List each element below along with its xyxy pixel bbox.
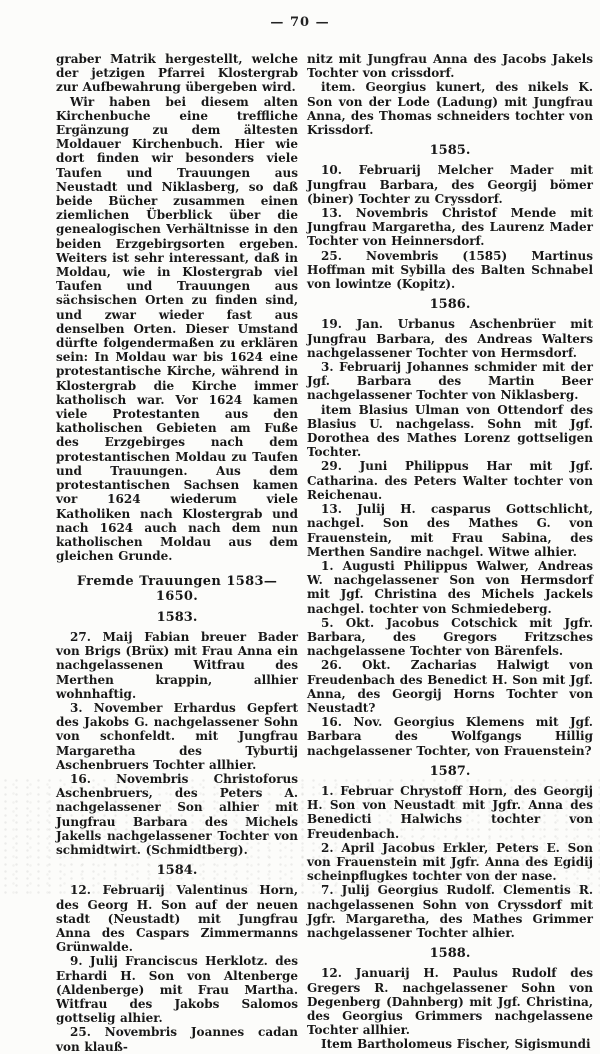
paragraph-continuation: nitz mit Jungfrau Anna des Jacobs Jakels Tochter von crissdorf. [307,52,593,81]
marriage-entry: 16. Nov. Georgius Klemens mit Jgf. Barbara des Wolfgangs Hillig nachgelassener Tochter, von Frauenstein? [307,715,593,758]
marriage-entry: 25. Novembris Joannes cadan von klauß- [56,1025,298,1054]
left-column [56,52,298,1054]
year-heading: 1583. [156,609,198,625]
year-heading: 1587. [429,763,471,779]
marriage-entry: 1. Augusti Philippus Walwer, Andreas W. nachgelassener Son von Hermsdorf mit Jgf. Christina des Michels Jackels nachgel. tochter von Schmiedeberg. [307,558,593,616]
year-heading: 1585. [429,143,471,159]
marriage-entry: 5. Okt. Jacobus Cotschick mit Jgfr. Barbara, des Gregors Fritzsches nachgelassene Tochter von Bärenfels. [307,615,593,659]
text-columns [0,30,600,1054]
marriage-entry: 29. Juni Philippus Har mit Jgf. Catharina. des Peters Walter tochter von Reichenau. [307,459,593,502]
marriage-entry: item. Georgius kunert, des nikels K. Son von der Lode (Ladung) mit Jungfrau Anna, des Thomas schneiders tochter von Krissdorf. [307,80,593,138]
marriage-entry: 2. April Jacobus Erkler, Peters E. Son von Frauenstein mit Jgfr. Anna des Egidij scheinpflugkes tochter von der nase. [307,840,593,884]
year-heading: 1586. [429,297,471,313]
marriage-entry: Item Bartholomeus Fischer, Sigismundi [321,1037,591,1052]
marriage-entry: 16. Novembris Christoforus Aschenbruers, des Peters A. nachgelassener Son alhier mit Jungfrau Barbara des Michels Jakells nachgelassener Tochter von schmidtwirt. (Schmidtberg). [56,771,298,857]
marriage-entry: 3. November Erhardus Gepfert des Jakobs G. nachgelassener Sohn von schonfeldt. mit Jungfrau Margaretha des Tyburtij Aschenbruers Tochter allhier. [56,700,298,772]
right-column [307,52,593,1054]
marriage-entry: 1. Februar Chrystoff Horn, des Georgij H. Son von Neustadt mit Jgfr. Anna des Benedicti Halwichs tochter von Freudenbach. [307,783,593,841]
marriage-entry: 26. Okt. Zacharias Halwigt von Freudenbach des Benedict H. Son mit Jgf. Anna, des Georgij Horns Tochter von Neustadt? [307,658,593,715]
marriage-entry: 12. Februarij Valentinus Horn, des Georg H. Son auf der neuen stadt (Neustadt) mit Jungfrau Anna des Caspars Zimmermanns Grünwalde. [56,883,298,955]
marriage-entry: 10. Februarij Melcher Mader mit Jungfrau Barbara, des Georgij bömer (biner) Tochter zu Cryssdorf. [307,163,593,206]
marriage-entry: 13. Julij H. casparus Gottschlicht, nachgel. Son des Mathes G. von Frauenstein, mit Frau Sabina, des Merthen Sandire nachgel. Witwe alhier. [307,502,593,559]
marriage-entry: 19. Jan. Urbanus Aschenbrüer mit Jungfrau Barbara, des Andreas Walters nachgelassener Tochter von Hermsdorf. [307,317,593,360]
marriage-entry: 27. Maij Fabian breuer Bader von Brigs (Brüx) mit Frau Anna ein nachgelassenen Witfrau des Merthen krappin, allhier wohnhaftig. [56,629,298,701]
marriage-entry: 9. Julij Franciscus Herklotz. des Erhardi H. Son von Altenberge (Aldenberge) mit Frau Martha. Witfrau des Jakobs Salomos gottselig alhier. [56,954,298,1026]
page-number: — 70 — [270,15,330,30]
marriage-entry: 12. Januarij H. Paulus Rudolf des Gregers R. nachgelassener Sohn von Degenberg (Dahnberg) mit Jgf. Christina, des Georgius Grimmers nachgelassene Tochter allhier. [307,966,593,1038]
marriage-entry: 25. Novembris (1585) Martinus Hoffman mit Sybilla des Balten Schnabel von lowintze (Kopitz). [307,248,593,292]
year-heading: 1584. [156,863,198,879]
marriage-entry: 7. Julij Georgius Rudolf. Clementis R. nachgelassenen Sohn von Cryssdorf mit Jgfr. Margaretha, des Mathes Grimmer nachgelassener Tochter alhier. [307,883,593,940]
marriage-entry: 13. Novembris Christof Mende mit Jungfrau Margaretha, des Laurenz Mader Tochter von Heinnersdorf. [307,206,593,249]
marriage-entry: 3. Februarij Johannes schmider mit der Jgf. Barbara des Martin Beer nachgelassener Tochter von Niklasberg. [307,360,593,403]
section-heading: Fremde Trauungen 1583—1650. [76,574,278,604]
year-heading: 1588. [429,946,471,962]
marriage-entry: item Blasius Ulman von Ottendorf des Blasius U. nachgelass. Sohn mit Jgf. Dorothea des Mathes Lorenz gottseligen Tochter. [307,402,593,460]
paragraph-continuation: graber Matrik hergestellt, welche der jetzigen Pfarrei Klostergrab zur Aufbewahrung übergeben wird. [56,52,298,95]
paragraph: Wir haben bei diesem alten Kirchenbuche eine treffliche Ergänzung zu dem ältesten Moldauer Kirchenbuch. Hier wie dort finden wir besonders viele Taufen und Trauungen aus Neustadt und Niklasberg, so daß beide Bücher zusammen einen ziemlichen Überblick über die genealogischen Verhältnisse in den beiden Erzgebirgsorten ergeben. Weiters ist sehr interessant, daß in Moldau, wie in Klostergrab viel Taufen und Trauungen aus sächsischen Orten zu finden sind, und zwar wieder fast aus denselben Orten. Dieser Umstand dürfte folgendermaßen zu erklären sein: In Moldau war bis 1624 eine protestantische Kirche, während in Klostergrab die Kirche immer katholisch war. Vor 1624 kamen viele Protestanten aus den katholischen Gebieten am Fuße des Erzgebirges nach dem protestantischen Moldau zu Taufen und Trauungen. Aus dem protestantischen Sachsen kamen vor 1624 wiederum viele Katholiken nach Klostergrab und nach 1624 auch nach dem nun katholischen Moldau aus dem gleichen Grunde. [56,94,298,564]
